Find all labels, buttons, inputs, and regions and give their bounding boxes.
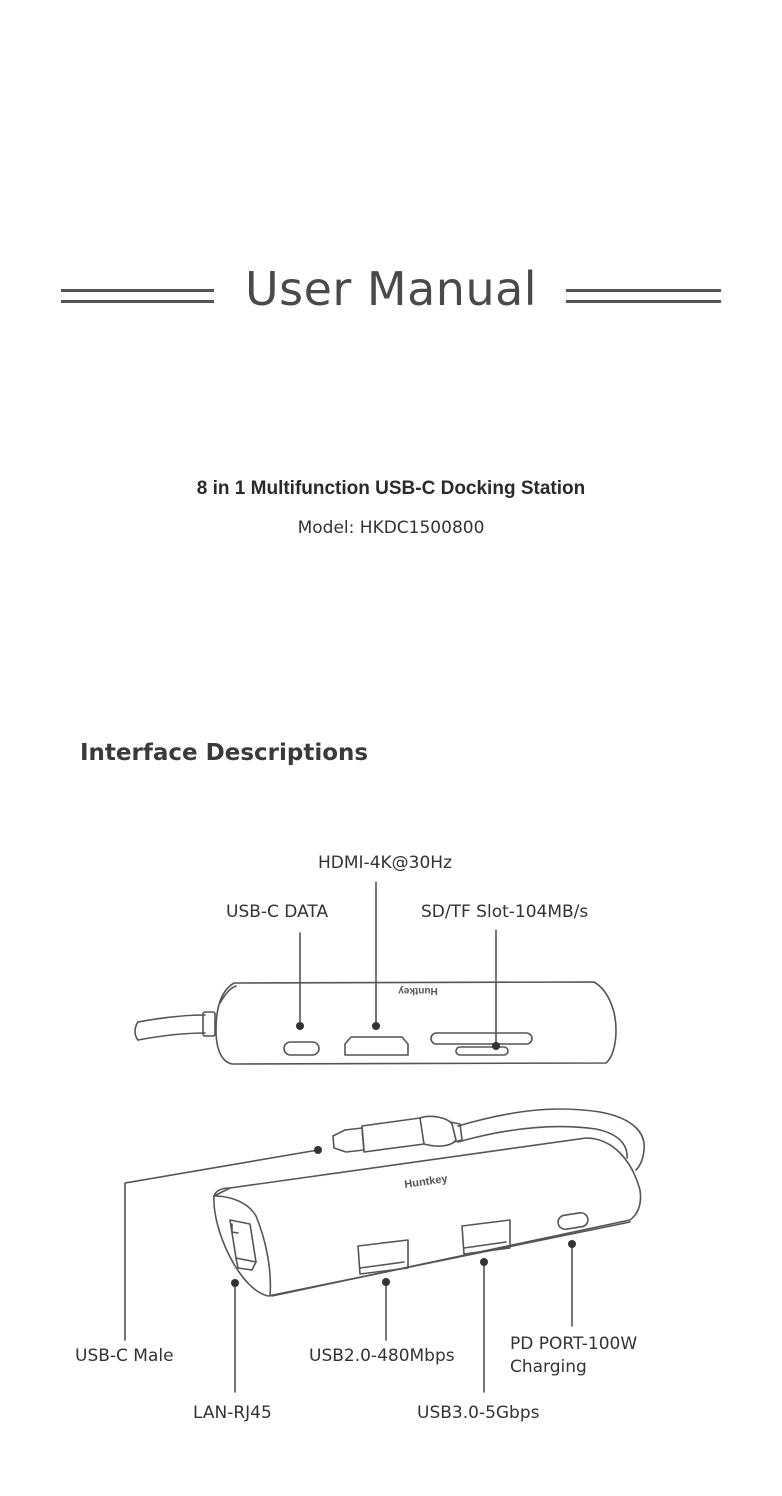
brand-logo-bottom: Huntkey [403,1173,449,1191]
label-usb2: USB2.0-480Mbps [309,1346,455,1366]
label-pd-port: PD PORT-100W [510,1334,638,1354]
label-pd-port-charging: Charging [510,1357,587,1377]
bottom-dock-view [214,1109,644,1296]
label-usb3: USB3.0-5Gbps [417,1403,540,1423]
callout-lines [125,882,572,1392]
label-lan: LAN-RJ45 [193,1403,272,1423]
label-sd-tf-slot: SD/TF Slot-104MB/s [421,902,589,922]
product-name: 8 in 1 Multifunction USB-C Docking Station [196,478,586,499]
section-heading: Interface Descriptions [80,740,369,766]
page-title: User Manual [244,262,538,316]
label-usbc-male: USB-C Male [75,1346,174,1366]
label-usbc-data: USB-C DATA [226,902,329,922]
callout-dots [231,1022,576,1287]
model-number: Model: HKDC1500800 [297,518,485,538]
label-hdmi: HDMI-4K@30Hz [318,853,452,873]
brand-logo-top: Huntkey [398,985,438,996]
